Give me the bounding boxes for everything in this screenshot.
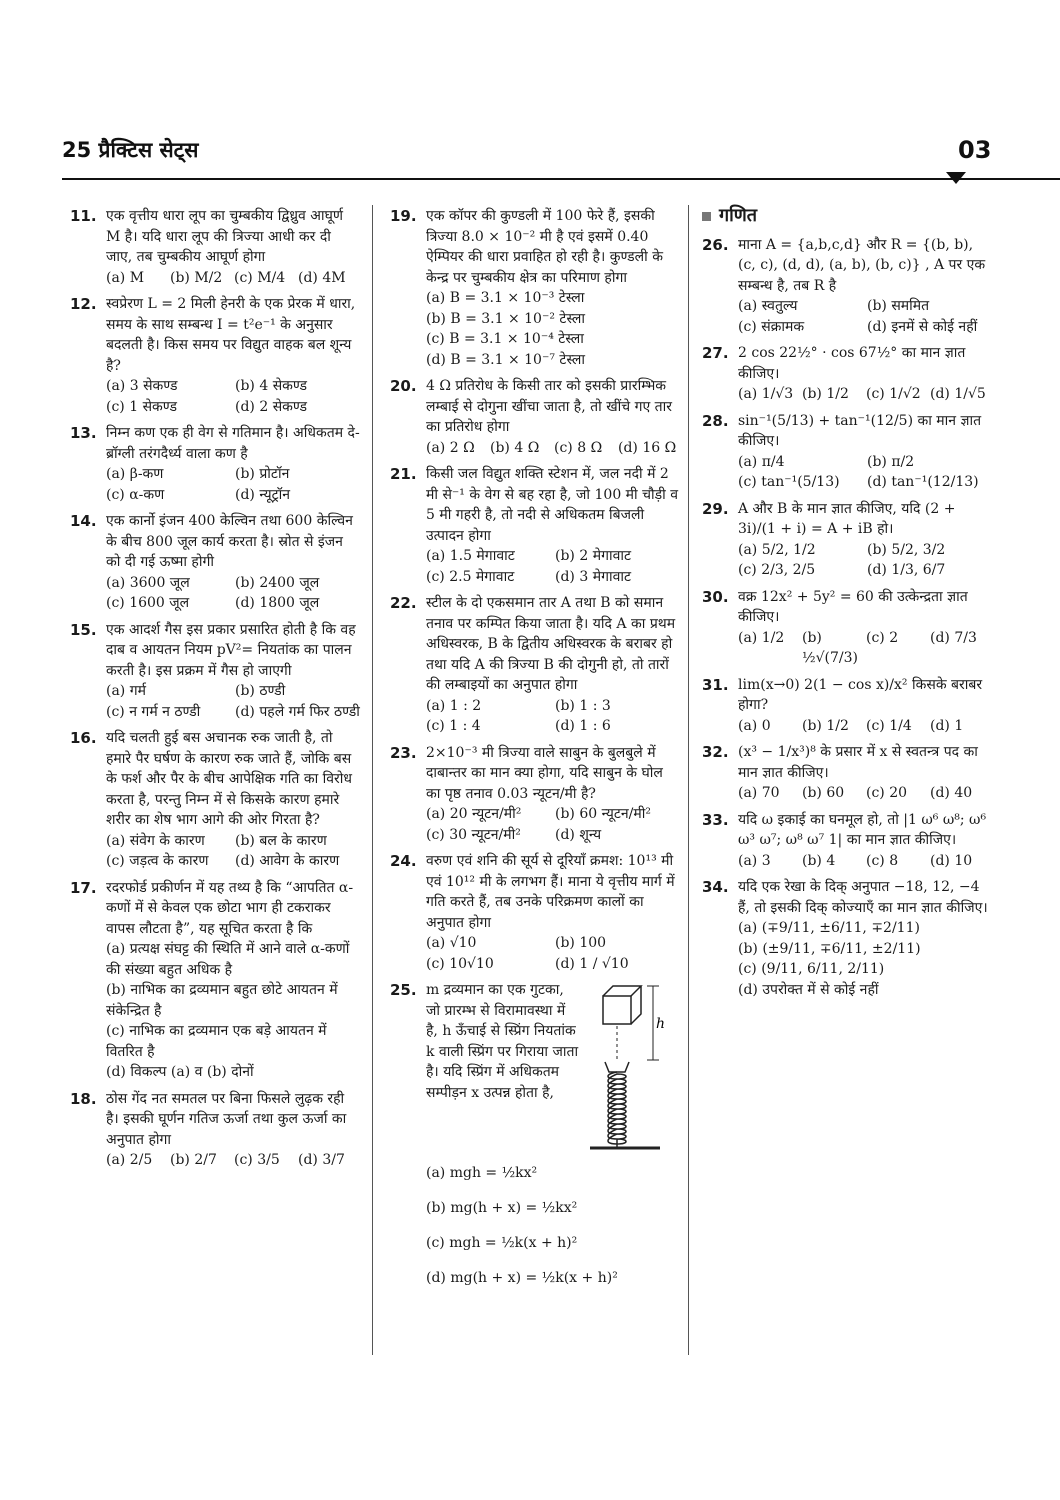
answer-option: (d) न्यूट्रॉन xyxy=(235,486,291,503)
answer-options xyxy=(426,696,680,737)
answer-option: (a) (∓9/11, ±6/11, ∓2/11) xyxy=(738,920,920,936)
answer-option: (b) 2 मेगावाट xyxy=(555,548,632,564)
answer-option: (b) 1/2 xyxy=(802,717,849,734)
answer-option: (b) 5/2, 3/2 xyxy=(867,541,946,558)
question-item xyxy=(702,235,992,338)
question-number: 28. xyxy=(702,411,729,430)
header-rule xyxy=(62,178,1060,180)
answer-option: (a) 2/5 xyxy=(106,1152,153,1168)
answer-options xyxy=(738,628,992,669)
answer-option: (d) 1/3, 6/7 xyxy=(867,562,946,578)
answer-option: (b) 60 xyxy=(802,785,845,801)
question-text: एक कॉपर की कुण्डली में 100 फेरे हैं, इसकी त्रिज्या 8.0 × 10⁻² मी है एवं इसमें 0.40 ऐम्पियर की धारा प्रवाहित हो रही है। कुण्डली के केन्द्र पर चुम्बकीय क्षेत्र का परिमाण होगा xyxy=(426,208,663,286)
question-text: (x³ − 1/x³)⁸ के प्रसार में x से स्वतन्त्र पद का मान ज्ञात कीजिए। xyxy=(738,744,978,781)
answer-option: (a) 1/√3 xyxy=(738,386,794,402)
answer-option: (d) विकल्प (a) व (b) दोनों xyxy=(106,1064,254,1080)
answer-option: (b) ठण्डी xyxy=(235,683,286,699)
header-notch xyxy=(946,172,966,184)
answer-options xyxy=(426,546,680,587)
answer-option: (a) 3600 जूल xyxy=(106,574,190,591)
answer-option: (b) 4 सेकण्ड xyxy=(235,378,308,394)
question-number: 30. xyxy=(702,587,729,606)
question-item xyxy=(702,810,992,872)
question-text: यदि चलती हुई बस अचानक रुक जाती है, तो हमारे पैर घर्षण के कारण रुक जाते हैं, जोकि बस के फर्श और पैर के बीच आपेक्षिक गति का विरोध करता है, परन्तु निम्न में से किसके कारण हमारे शरीर का शेष भाग आगे की ओर गिरता है? xyxy=(106,730,353,828)
answer-option: (a) 1.5 मेगावाट xyxy=(426,548,515,564)
answer-option: (d) 16 Ω xyxy=(618,439,677,456)
answer-option: (b) 4 Ω xyxy=(490,439,540,456)
answer-option: (b) ½√(7/3) xyxy=(802,629,858,666)
answer-option: (b) प्रोटॉन xyxy=(235,466,290,482)
spring-plate xyxy=(605,1062,629,1072)
question-item xyxy=(390,464,680,587)
answer-option: (d) tan⁻¹(12/13) xyxy=(867,474,979,490)
answer-option: (c) 30 न्यूटन/मी² xyxy=(426,826,521,843)
answer-options xyxy=(106,376,360,417)
question-text: A और B के मान ज्ञात कीजिए, यदि (2 + 3i)/(1 + i) = A + iB हो। xyxy=(738,500,956,537)
answer-option: (c) 2.5 मेगावाट xyxy=(426,568,515,585)
question-item xyxy=(70,511,360,614)
question-item xyxy=(70,1089,360,1171)
question-number: 18. xyxy=(70,1089,97,1108)
question-text: 4 Ω प्रतिरोध के किसी तार को इसकी प्रारम्भिक लम्बाई से दोगुना खींचा जाता है, तो खींचे गए तार का प्रतिरोध होगा xyxy=(426,378,673,435)
answer-option: (b) B = 3.1 × 10⁻² टेस्ला xyxy=(426,310,586,327)
answer-option: (b) π/2 xyxy=(867,453,915,470)
answer-options xyxy=(738,384,992,405)
answer-option: (a) स्वतुल्य xyxy=(738,298,798,314)
answer-option: (a) mgh = ½kx² xyxy=(426,1165,538,1181)
question-text: स्टील के दो एकसमान तार A तथा B को समान तनाव पर कम्पित किया जाता है। यदि A का प्रथम अधिस्वरक, B के द्वितीय अधिस्वरक के बराबर हो तथा यदि A की त्रिज्या B की दोगुनी हो, तो तारों की लम्बाइयों का अनुपात होगा xyxy=(426,595,676,693)
answer-option: (a) 20 न्यूटन/मी² xyxy=(426,806,522,822)
question-item xyxy=(70,294,360,417)
answer-option: (a) M xyxy=(106,269,145,286)
question-number: 26. xyxy=(702,235,729,254)
block-spring-figure xyxy=(585,980,680,1152)
question-text: स्वप्रेरण L = 2 मिली हेनरी के एक प्रेरक में धारा, समय के साथ सम्बन्ध I = t²e⁻¹ के अनुसार बदलती है। किस समय पर विद्युत वाहक बल शून्य है? xyxy=(106,296,356,374)
question-text: m द्रव्यमान का एक गुटका, जो प्रारम्भ से विरामावस्था में है, h ऊँचाई से स्प्रिंग नियतांक k वाली स्प्रिंग पर गिराया जाता है। यदि स्प्रिंग में अधिकतम सम्पीड़न x उत्पन्न होता है, xyxy=(426,982,579,1101)
answer-option: (b) 60 न्यूटन/मी² xyxy=(555,806,652,822)
answer-option: (d) 3 मेगावाट xyxy=(555,568,632,585)
question-item xyxy=(702,587,992,669)
question-item xyxy=(70,206,360,288)
question-number: 29. xyxy=(702,499,729,518)
answer-option: (d) 1/√5 xyxy=(930,386,986,402)
column-physics-1 xyxy=(70,206,360,1177)
section-heading xyxy=(702,206,992,227)
question-number: 12. xyxy=(70,295,97,313)
question-text: 2×10⁻³ मी त्रिज्या वाले साबुन के बुलबुले में दाबान्तर का मान क्या होगा, यदि साबुन के घोल का पृष्ठ तनाव 0.03 न्यूटन/मी है? xyxy=(426,744,663,802)
question-number: 21. xyxy=(390,465,417,483)
question-item xyxy=(390,206,680,370)
column-maths xyxy=(702,206,992,1006)
question-item xyxy=(702,675,992,737)
answer-option: (c) B = 3.1 × 10⁻⁴ टेस्ला xyxy=(426,331,584,347)
column-divider-1 xyxy=(372,205,373,1355)
answer-option: (d) आवेग के कारण xyxy=(235,853,340,869)
answer-option: (d) 1800 जूल xyxy=(235,595,320,611)
answer-option: (a) √10 xyxy=(426,935,477,951)
book-title: 25 प्रैक्टिस सेट्स xyxy=(62,138,199,162)
answer-option: (c) α-कण xyxy=(106,486,165,503)
question-text: किसी जल विद्युत शक्ति स्टेशन में, जल नदी में 2 मी से⁻¹ के वेग से बह रहा है, जो 100 मी चौड़ी व 5 मी गहरी है, तो नदी से अधिकतम बिजली उत्पादन होगा xyxy=(426,466,678,544)
answer-option: (c) mgh = ½k(x + h)² xyxy=(426,1235,578,1251)
answer-option: (c) 3/5 xyxy=(234,1152,280,1168)
square-bullet-icon xyxy=(702,212,711,221)
question-text: रदरफोर्ड प्रकीर्णन में यह तथ्य है कि “आपतित α-कणों में से केवल एक छोटा भाग ही टकराकर वापस लौटता है”, यह सूचित करता है कि xyxy=(106,879,354,937)
answer-option: (b) 100 xyxy=(555,935,607,951)
answer-option: (a) 0 xyxy=(738,717,771,734)
answer-option: (a) प्रत्यक्ष संघट्ट की स्थिति में आने वाले α-कणों की संख्या बहुत अधिक है xyxy=(106,941,350,978)
question-number: 13. xyxy=(70,424,97,442)
answer-option: (b) 2/7 xyxy=(170,1152,217,1168)
answer-options xyxy=(106,464,360,505)
answer-option: (c) 8 xyxy=(866,852,899,869)
question-text: sin⁻¹(5/13) + tan⁻¹(12/5) का मान ज्ञात कीजिए। xyxy=(738,412,982,449)
question-number: 16. xyxy=(70,729,97,747)
question-item xyxy=(70,728,360,872)
answer-option: (b) 1/2 xyxy=(802,386,849,402)
question-number: 23. xyxy=(390,743,417,762)
answer-option: (d) mg(h + x) = ½k(x + h)² xyxy=(426,1270,618,1286)
answer-option: (c) 2/3, 2/5 xyxy=(738,562,816,578)
answer-option: (a) 1/2 xyxy=(738,629,785,646)
answer-options xyxy=(738,918,992,1000)
question-number: 33. xyxy=(702,810,729,829)
answer-option: (c) 1 : 4 xyxy=(426,718,481,734)
answer-option: (c) जड़त्व के कारण xyxy=(106,853,209,869)
answer-option: (b) सममित xyxy=(867,298,930,314)
answer-option: (c) न गर्म न ठण्डी xyxy=(106,703,201,720)
answer-option: (b) mg(h + x) = ½kx² xyxy=(426,1200,578,1216)
question-item xyxy=(702,343,992,405)
answer-option: (d) 10 xyxy=(930,852,973,869)
answer-option: (a) 2 Ω xyxy=(426,439,475,456)
answer-options xyxy=(426,804,680,845)
answer-option: (d) पहले गर्म फिर ठण्डी xyxy=(235,703,360,720)
answer-options xyxy=(738,783,992,804)
answer-options xyxy=(106,1150,360,1171)
answer-option: (b) 2400 जूल xyxy=(235,574,320,591)
answer-option: (c) (9/11, 6/11, 2/11) xyxy=(738,961,885,977)
answer-option: (d) 1 : 6 xyxy=(555,718,611,734)
question-text: 2 cos 22½° · cos 67½° का मान ज्ञात कीजिए। xyxy=(738,345,966,382)
section-title: गणित xyxy=(719,205,758,226)
question-number: 22. xyxy=(390,594,417,612)
question-item xyxy=(390,376,680,458)
spring-coil xyxy=(608,1072,626,1148)
answer-options xyxy=(738,540,992,581)
question-number: 14. xyxy=(70,512,97,530)
answer-option: (d) उपरोक्त में से कोई नहीं xyxy=(738,981,879,998)
answer-option: (a) गर्म xyxy=(106,683,146,699)
question-item xyxy=(70,878,360,1083)
answer-option: (c) 1/√2 xyxy=(866,386,921,402)
question-text: यदि एक रेखा के दिक् अनुपात −18, 12, −4 हैं, तो इसकी दिक् कोज्याएँ का मान ज्ञात कीजिए। xyxy=(738,879,988,916)
answer-option: (a) B = 3.1 × 10⁻³ टेस्ला xyxy=(426,290,585,306)
question-number: 27. xyxy=(702,344,729,362)
answer-option: (a) 5/2, 1/2 xyxy=(738,541,816,558)
answer-option: (a) 3 xyxy=(738,852,771,869)
answer-options xyxy=(738,452,992,493)
question-item xyxy=(702,411,992,493)
question-25 xyxy=(390,980,680,1296)
answer-option: (b) 1 : 3 xyxy=(555,697,611,714)
question-text: एक वृत्तीय धारा लूप का चुम्बकीय द्विध्रुव आघूर्ण M है। यदि धारा लूप की त्रिज्या आधी कर दी जाए, तब चुम्बकीय आघूर्ण होगा xyxy=(106,208,343,265)
answer-option: (d) 4M xyxy=(298,269,346,286)
question-text: यदि ω इकाई का घनमूल हो, तो |1 ω⁶ ω⁸; ω⁶ ω³ ω⁷; ω⁸ ω⁷ 1| का मान ज्ञात कीजिए। xyxy=(738,811,987,848)
answer-option: (a) π/4 xyxy=(738,453,785,470)
answer-option: (d) 1 xyxy=(930,717,964,734)
answer-option: (b) M/2 xyxy=(170,269,223,286)
answer-options xyxy=(106,831,360,872)
answer-option: (d) 3/7 xyxy=(298,1152,345,1168)
height-label: h xyxy=(656,1016,666,1032)
answer-option: (b) (±9/11, ∓6/11, ±2/11) xyxy=(738,940,921,957)
answer-option: (d) 7/3 xyxy=(930,629,977,646)
answer-option: (c) 8 Ω xyxy=(554,439,603,456)
answer-option: (c) 1 सेकण्ड xyxy=(106,398,177,415)
answer-options xyxy=(106,681,360,722)
answer-option: (a) 1 : 2 xyxy=(426,697,482,714)
answer-option: (c) tan⁻¹(5/13) xyxy=(738,474,840,490)
answer-options xyxy=(738,851,992,872)
question-item xyxy=(702,499,992,581)
question-text: माना A = {a,b,c,d} और R = {(b, b), (c, c), (d, d), (a, b), (b, c)} , A पर एक सम्बन्ध है, तब R है xyxy=(738,236,986,294)
page-header xyxy=(0,128,1060,188)
question-number: 32. xyxy=(702,743,729,761)
answer-option: (c) 20 xyxy=(866,785,908,801)
answer-option: (a) β-कण xyxy=(106,466,164,482)
answer-option: (c) 2 xyxy=(866,629,899,646)
answer-option: (d) 40 xyxy=(930,785,973,801)
answer-option: (c) संक्रामक xyxy=(738,318,805,335)
answer-options xyxy=(426,933,680,974)
answer-option: (d) 1 / √10 xyxy=(555,955,629,972)
question-item xyxy=(702,742,992,804)
answer-option: (b) 4 xyxy=(802,852,836,869)
question-number: 19. xyxy=(390,207,417,225)
answer-options xyxy=(106,573,360,614)
question-item xyxy=(702,877,992,1000)
answer-option: (a) संवेग के कारण xyxy=(106,832,205,849)
answer-option: (b) बल के कारण xyxy=(235,832,327,849)
answer-option: (c) 1600 जूल xyxy=(106,595,190,611)
answer-option: (a) 70 xyxy=(738,785,780,801)
question-text: वरुण एवं शनि की सूर्य से दूरियाँ क्रमश: 10¹³ मी एवं 10¹² मी के लगभग हैं। माना ये वृत्तीय मार्ग में गति करते हैं, तब उनके परिक्रमण कालों का अनुपात होगा xyxy=(426,853,675,931)
answer-option: (c) 1/4 xyxy=(866,717,912,734)
question-item xyxy=(390,743,680,846)
answer-options xyxy=(106,939,360,1083)
answer-options xyxy=(738,296,992,337)
page-number: 03 xyxy=(958,136,992,164)
question-text: एक आदर्श गैस इस प्रकार प्रसारित होती है कि वह दाब व आयतन नियम pV²= नियतांक का पालन करती है। इस प्रक्रम में गैस हो जाएगी xyxy=(106,621,356,679)
answer-option: (c) 10√10 xyxy=(426,955,494,972)
answer-option: (b) नाभिक का द्रव्यमान बहुत छोटे आयतन में संकेन्द्रित है xyxy=(106,982,338,1019)
question-text: lim(x→0) 2(1 − cos x)/x² किसके बराबर होगा? xyxy=(738,676,983,713)
question-number: 31. xyxy=(702,675,729,694)
column-physics-2 xyxy=(390,206,680,1302)
question-text: एक कार्नो इंजन 400 केल्विन तथा 600 केल्विन के बीच 800 जूल कार्य करता है। स्रोत से इंजन को दी गई ऊष्मा होगी xyxy=(106,513,353,570)
block-shape xyxy=(603,996,631,1024)
question-item xyxy=(70,423,360,505)
answer-options xyxy=(106,268,360,289)
question-number: 20. xyxy=(390,377,417,395)
answer-option: (a) 3 सेकण्ड xyxy=(106,378,178,394)
question-number: 25. xyxy=(390,981,417,999)
question-text: निम्न कण एक ही वेग से गतिमान है। अधिकतम दे-ब्रॉग्ली तरंगदैर्ध्य वाला कण है xyxy=(106,425,360,462)
answer-option: (c) नाभिक का द्रव्यमान एक बड़े आयतन में वितरित है xyxy=(106,1023,327,1060)
question-text: ठोस गेंद नत समतल पर बिना फिसले लुढ़क रही है। इसकी घूर्णन गतिज ऊर्जा तथा कुल ऊर्जा का अनुपात होगा xyxy=(106,1090,347,1148)
question-number: 24. xyxy=(390,852,417,870)
question-item xyxy=(390,593,680,737)
question-number: 11. xyxy=(70,207,97,225)
question-number: 34. xyxy=(702,878,729,896)
answer-options xyxy=(426,288,680,370)
answer-option: (d) शून्य xyxy=(555,826,602,843)
question-number: 17. xyxy=(70,878,97,897)
answer-option: (d) इनमें से कोई नहीं xyxy=(867,318,978,335)
answer-options xyxy=(426,438,680,459)
answer-option: (c) M/4 xyxy=(234,269,286,286)
answer-option: (d) B = 3.1 × 10⁻⁷ टेस्ला xyxy=(426,351,586,368)
question-item xyxy=(70,620,360,723)
column-divider-2 xyxy=(688,205,689,1355)
answer-options xyxy=(738,716,992,737)
question-text: वक्र 12x² + 5y² = 60 की उत्केन्द्रता ज्ञात कीजिए। xyxy=(738,588,968,625)
question-item xyxy=(390,851,680,974)
answer-option: (d) 2 सेकण्ड xyxy=(235,398,308,415)
question-number: 15. xyxy=(70,620,97,639)
